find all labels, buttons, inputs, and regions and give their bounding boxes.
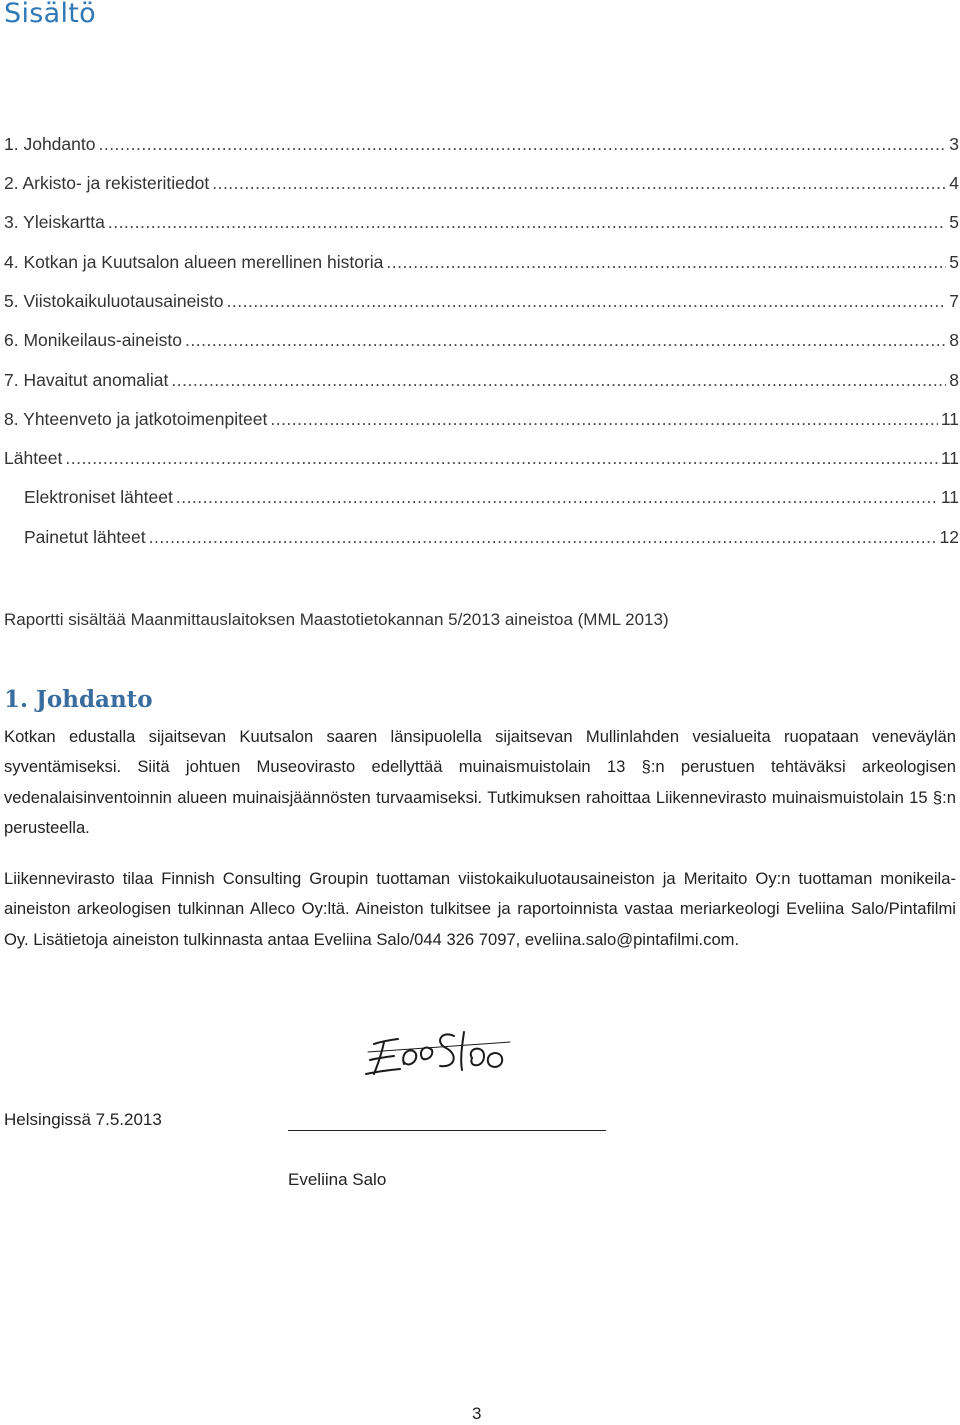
toc-entry-label: 1. Johdanto [4,133,96,154]
toc-entry[interactable] [4,310,959,349]
intro-paragraph-2: Liikennevirasto tilaa Finnish Consulting Groupin tuottaman viistokaikuluotausaineiston ja Meritaito Oy:n tuottaman monikeila-aineiston arkeologisen tulkinnan Alleco Oy:ltä. Aineiston tulkitsee ja raportoinnista vastaa meriarkeologi Eveliina Salo/Pintafilmi Oy. Lisätietoja aineiston tulkinnasta antaa Eveliina Salo/044 326 7097, eveliina.salo@pintafilmi.com. [4,869,956,949]
section-heading: 1. Johdanto [4,686,153,713]
toc-entry-label: 3. Yleiskartta [4,212,105,233]
toc-entry-page: 5 [949,251,959,272]
toc-entry-label: Lähteet [4,448,63,469]
toc-entry-label: 6. Monikeilaus-aineisto [4,330,183,351]
toc-entry[interactable] [4,389,959,428]
toc-leader-dots [185,332,946,350]
place-and-date: Helsingissä 7.5.2013 [4,1110,162,1129]
toc-entry[interactable] [4,428,959,467]
toc-entry-page: 11 [940,448,959,469]
toc-entry-label: 4. Kotkan ja Kuutsalon alueen merellinen historia [4,251,384,272]
toc-subentry[interactable] [4,468,959,507]
toc-leader-dots [171,372,946,390]
toc-entry[interactable] [4,114,959,153]
toc-leader-dots [98,136,946,154]
toc-leader-dots [227,293,947,311]
toc-entry-page: 8 [949,369,959,390]
intro-paragraph-1: Kotkan edustalla sijaitsevan Kuutsalon saaren länsipuolella sijaitsevan Mullinlahden vesialueita ruopataan veneväylän syventämiseksi. Siitä johtuen Museovirasto edellyttää muinaismuistolain 13 §:n perustuen tehtäväksi arkeologisen vedenalaisinventoinnin alueen muinaisjäännösten turvaamiseksi. Tutkimuksen rahoittaa Liikennevirasto muinaismuistolain 15 §:n perusteella. [4,727,956,837]
toc-entry[interactable] [4,232,959,271]
page-number: 3 [472,1404,482,1423]
toc-leader-dots [212,175,946,193]
table-of-contents [4,114,959,546]
toc-leader-dots [108,214,946,232]
toc-entry-label: 5. Viistokaikuluotausaineisto [4,290,224,311]
toc-leader-dots [149,529,937,547]
toc-entry-label: 2. Arkisto- ja rekisteritiedot [4,173,210,194]
toc-entry-page: 11 [940,408,959,429]
toc-leader-dots [386,254,946,272]
toc-leader-dots [65,450,937,468]
toc-subentry[interactable] [4,507,959,546]
data-source-note: Raportti sisältää Maanmittauslaitoksen Maastotietokannan 5/2013 aineistoa (MML 2013) [4,610,669,629]
toc-leader-dots [176,489,938,507]
toc-entry-page: 11 [940,487,959,508]
toc-entry[interactable] [4,193,959,232]
toc-entry-page: 4 [949,173,959,194]
toc-entry-page: 7 [949,290,959,311]
toc-entry-label: Painetut lähteet [24,526,146,547]
signer-name: Eveliina Salo [288,1170,387,1189]
signature-icon [360,1022,520,1082]
toc-entry-label: Elektroniset lähteet [24,487,173,508]
toc-entry-page: 8 [949,330,959,351]
toc-entry[interactable] [4,271,959,310]
toc-entry-page: 12 [939,526,959,547]
toc-leader-dots [270,411,937,429]
toc-entry-label: 8. Yhteenveto ja jatkotoimenpiteet [4,408,268,429]
toc-title: Sisältö [4,0,96,29]
toc-entry-page: 5 [949,212,959,233]
signature-line [288,1130,606,1131]
toc-entry[interactable] [4,153,959,192]
toc-entry-page: 3 [949,133,959,154]
toc-entry-label: 7. Havaitut anomaliat [4,369,169,390]
toc-entry[interactable] [4,350,959,389]
